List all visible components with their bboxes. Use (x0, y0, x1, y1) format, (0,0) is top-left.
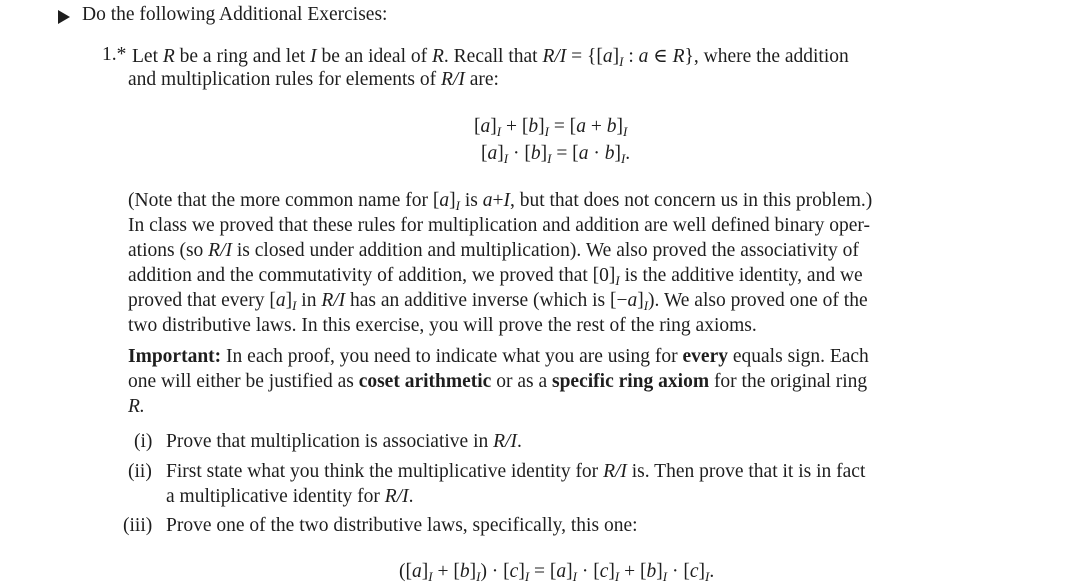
note-line-1: (Note that the more common name for $[a]_I$ is a+I, but that does not concern us in this problem.) (128, 190, 873, 213)
important-line-1: Important: In each proof, you need to indicate what you are using for every equals sign. Each (128, 346, 869, 367)
important-line-2: one will either be justified as coset arithmetic or as a specific ring axiom for the original ring (128, 371, 868, 392)
equation-addition: $[a]_I + [b]_I = [a + b]_I$ (474, 116, 628, 139)
note-line-5: proved that every $[a]_I$ in R/I has an additive inverse (which is $[-a]_I$). We also proved one of the (128, 290, 868, 313)
part-iii-label: (iii) (123, 515, 153, 536)
part-i-label: (i) (134, 431, 153, 452)
part-ii-text: First state what you think the multiplicative identity for R/I is. Then prove that it is in fact (166, 461, 866, 482)
distributive-equation: $([a]_I + [b]_I) \cdot [c]_I = [a]_I \cdot [c]_I + [b]_I \cdot [c]_I$. (399, 561, 715, 584)
important-line-3: R. (128, 396, 145, 417)
note-line-3: ations (so R/I is closed under addition and multiplication). We also proved the associativity of (128, 240, 859, 261)
intro-line-1: Let R be a ring and let I be an ideal of R. Recall that $R/I = \{[a]_I$ : a ∈ R}, where the addition (132, 46, 849, 69)
important-label: Important: (128, 346, 222, 367)
exercise-number: 1.* (102, 44, 127, 65)
note-line-4: addition and the commutativity of addition, we proved that $[0]_I$ is the additive identity, and we (128, 265, 863, 288)
part-ii-text-2: a multiplicative identity for R/I. (166, 486, 414, 507)
note-line-2: In class we proved that these rules for multiplication and addition are well defined binary oper- (128, 215, 870, 236)
part-iii-text: Prove one of the two distributive laws, specifically, this one: (166, 515, 638, 536)
part-i-text: Prove that multiplication is associative in R/I. (166, 431, 522, 452)
intro-line-2: and multiplication rules for elements of R/I are: (128, 69, 499, 90)
bullet-arrow-icon (58, 10, 70, 24)
part-ii-label: (ii) (128, 461, 152, 482)
equation-multiplication: $[a]_I \cdot [b]_I = [a \cdot b]_I$. (481, 143, 631, 166)
note-line-6: two distributive laws. In this exercise, you will prove the rest of the ring axioms. (128, 315, 757, 336)
section-header: Do the following Additional Exercises: (82, 4, 388, 25)
